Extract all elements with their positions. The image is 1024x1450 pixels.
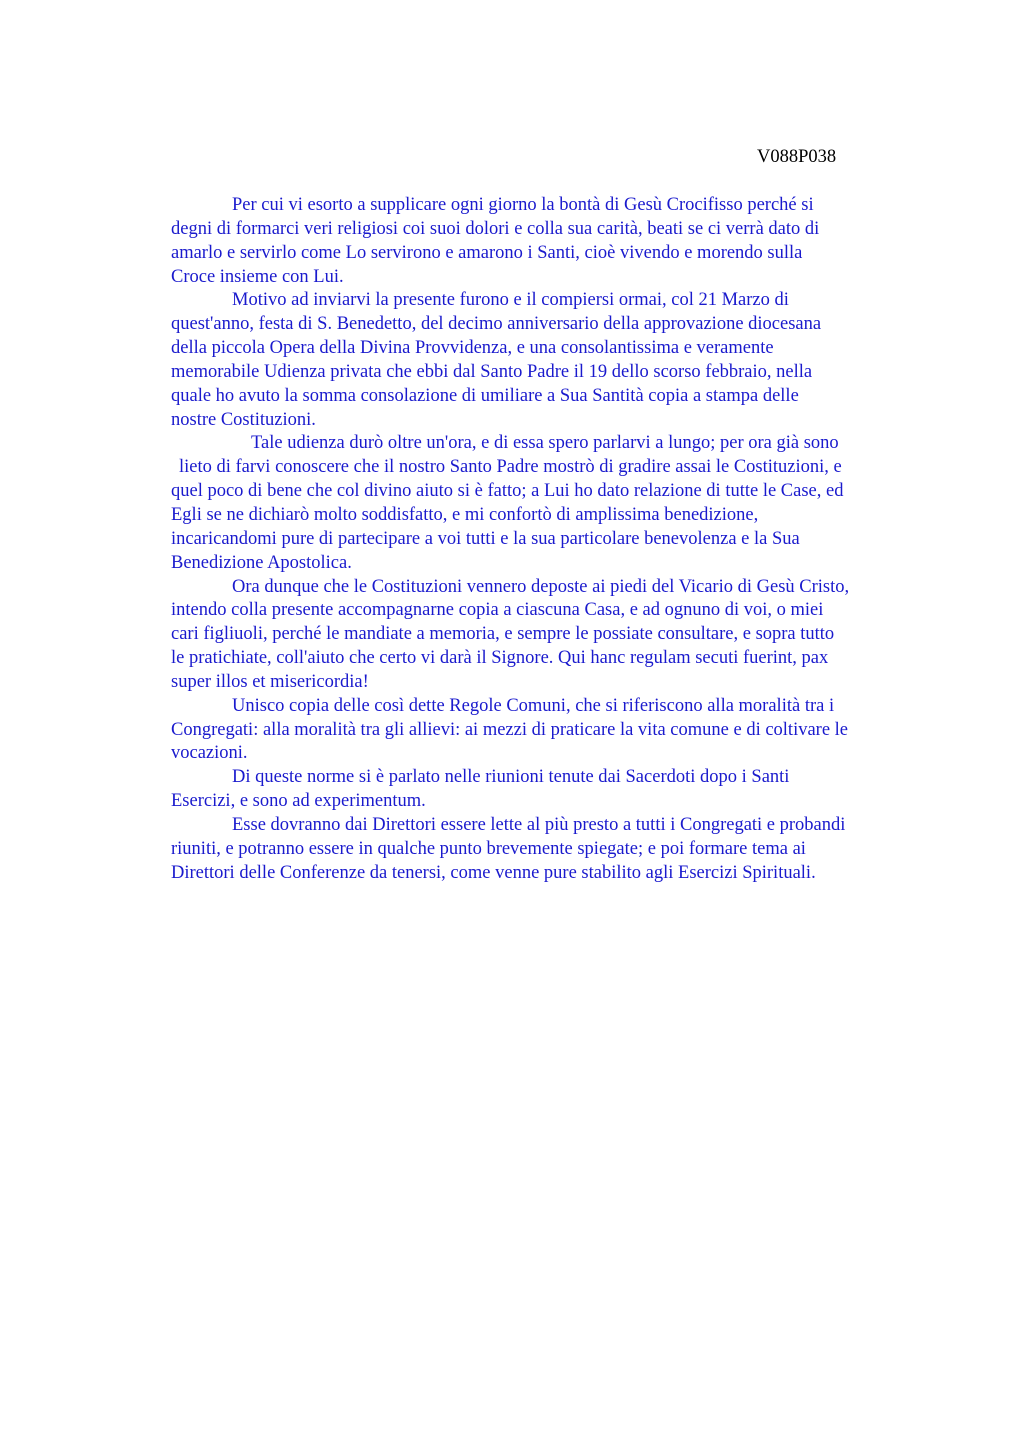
- text-line: nostre Costituzioni.: [171, 409, 316, 430]
- text-line: quest'anno, festa di S. Benedetto, del decimo anniversario della approvazione diocesana: [171, 314, 822, 335]
- text-line: incaricandomi pure di partecipare a voi tutti e la sua particolare benevolenza e la Sua: [171, 528, 800, 549]
- text-line: della piccola Opera della Divina Provvidenza, e una consolantissima e veramente: [171, 338, 774, 359]
- text-line: Ora dunque che le Costituzioni vennero deposte ai piedi del Vicario di Gesù Cristo,: [232, 576, 850, 597]
- text-line: riuniti, e potranno essere in qualche punto brevemente spiegate; e poi formare tema ai: [171, 838, 806, 859]
- text-line: Congregati: alla moralità tra gli allievi: ai mezzi di praticare la vita comune e di coltivare le: [171, 719, 849, 740]
- text-line: vocazioni.: [171, 743, 248, 764]
- page-code: V088P038: [757, 147, 837, 167]
- text-line: lieto di farvi conoscere che il nostro Santo Padre mostrò di gradire assai le Costituzioni, e: [179, 457, 842, 478]
- text-line: Egli se ne dichiarò molto soddisfatto, e mi confortò di amplissima benedizione,: [171, 504, 759, 525]
- text-line: quel poco di bene che col divino aiuto si è fatto; a Lui ho dato relazione di tutte le Case, ed: [171, 481, 844, 502]
- text-line: super illos et misericordia!: [171, 671, 369, 692]
- text-line: Tale udienza durò oltre un'ora, e di essa spero parlarvi a lungo; per ora già sono: [251, 433, 839, 454]
- text-line: Direttori delle Conferenze da tenersi, come venne pure stabilito agli Esercizi Spirituali.: [171, 862, 816, 883]
- letter-body: [171, 194, 849, 885]
- text-line: quale ho avuto la somma consolazione di umiliare a Sua Santità copia a stampa delle: [171, 385, 799, 406]
- text-line: Esercizi, e sono ad experimentum.: [171, 791, 426, 812]
- text-line: Motivo ad inviarvi la presente furono e il compiersi ormai, col 21 Marzo di: [232, 290, 789, 311]
- text-line: amarlo e servirlo come Lo servirono e amarono i Santi, cioè vivendo e morendo sulla: [171, 242, 803, 263]
- text-line: le pratichiate, coll'aiuto che certo vi darà il Signore. Qui hanc regulam secuti fuerint, pax: [171, 648, 829, 669]
- text-line: Per cui vi esorto a supplicare ogni giorno la bontà di Gesù Crocifisso perché si: [232, 195, 814, 215]
- text-line: Di queste norme si è parlato nelle riunioni tenute dai Sacerdoti dopo i Santi: [232, 767, 790, 788]
- text-line: Benedizione Apostolica.: [171, 552, 352, 573]
- text-line: memorabile Udienza privata che ebbi dal Santo Padre il 19 dello scorso febbraio, nella: [171, 361, 813, 382]
- text-line: cari figliuoli, perché le mandiate a memoria, e sempre le possiate consultare, e sopra tutto: [171, 624, 835, 645]
- text-line: Croce insieme con Lui.: [171, 266, 344, 287]
- text-line: intendo colla presente accompagnarne copia a ciascuna Casa, e ad ognuno di voi, o miei: [171, 600, 824, 621]
- text-line: Unisco copia delle così dette Regole Comuni, che si riferiscono alla moralità tra i: [232, 695, 835, 716]
- text-line: Esse dovranno dai Direttori essere lette al più presto a tutti i Congregati e probandi: [232, 814, 846, 835]
- text-line: degni di formarci veri religiosi coi suoi dolori e colla sua carità, beati se ci verrà dato di: [171, 218, 820, 239]
